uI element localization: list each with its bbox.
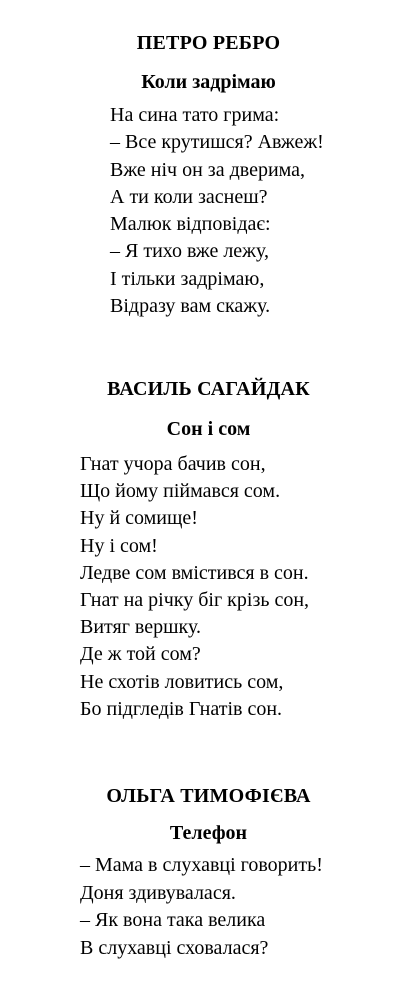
poem-lines — [80, 852, 323, 962]
poem-line: На сина тато грима: — [110, 104, 280, 126]
poem-line: Відразу вам скажу. — [110, 295, 271, 318]
poem-lines — [110, 102, 324, 320]
poem-line: – Мама в слухавці говорить! — [80, 854, 323, 876]
poem-title: Телефон — [169, 822, 248, 844]
poem-author: ПЕТРО РЕБРО — [136, 32, 281, 54]
poem-author: ОЛЬГА ТИМОФІЄВА — [106, 785, 311, 807]
poem-line: – Все крутишся? Авжеж! — [110, 131, 324, 154]
poem-line: – Як вона така велика — [80, 909, 266, 931]
poem-line: Вже ніч он за дверима, — [110, 158, 306, 181]
poem-title: Сон і сом — [166, 418, 251, 440]
poem-line: Що йому піймався сом. — [80, 480, 281, 503]
poem-line: – Я тихо вже лежу, — [110, 240, 269, 263]
poem-line: Ну й сомище! — [80, 507, 198, 530]
poem-line: Ну і сом! — [80, 534, 158, 557]
poem-line: Ледве сом вмістився в сон. — [80, 561, 309, 584]
poem-line: Доня здивувалася. — [80, 881, 236, 904]
poem-line: Малюк відповідає: — [110, 213, 271, 236]
poem-line: В слухавці сховалася? — [80, 936, 269, 959]
poem-line: Де ж той сом? — [80, 643, 201, 666]
poem-title: Коли задрімаю — [141, 71, 276, 93]
poem-line: Бо підгледів Гнатів сон. — [80, 697, 283, 720]
poem-author: ВАСИЛЬ САГАЙДАК — [107, 378, 310, 400]
poem-line: А ти коли заснеш? — [110, 185, 268, 208]
poem-line: Не схотів ловитись сом, — [80, 670, 284, 693]
poem-line: І тільки задрімаю, — [110, 267, 265, 290]
poem-line: Гнат на річку біг крізь сон, — [80, 589, 310, 612]
poem-line: Витяг вершку. — [80, 616, 201, 639]
poem-lines — [80, 451, 309, 723]
poem-line: Гнат учора бачив сон, — [80, 453, 266, 475]
